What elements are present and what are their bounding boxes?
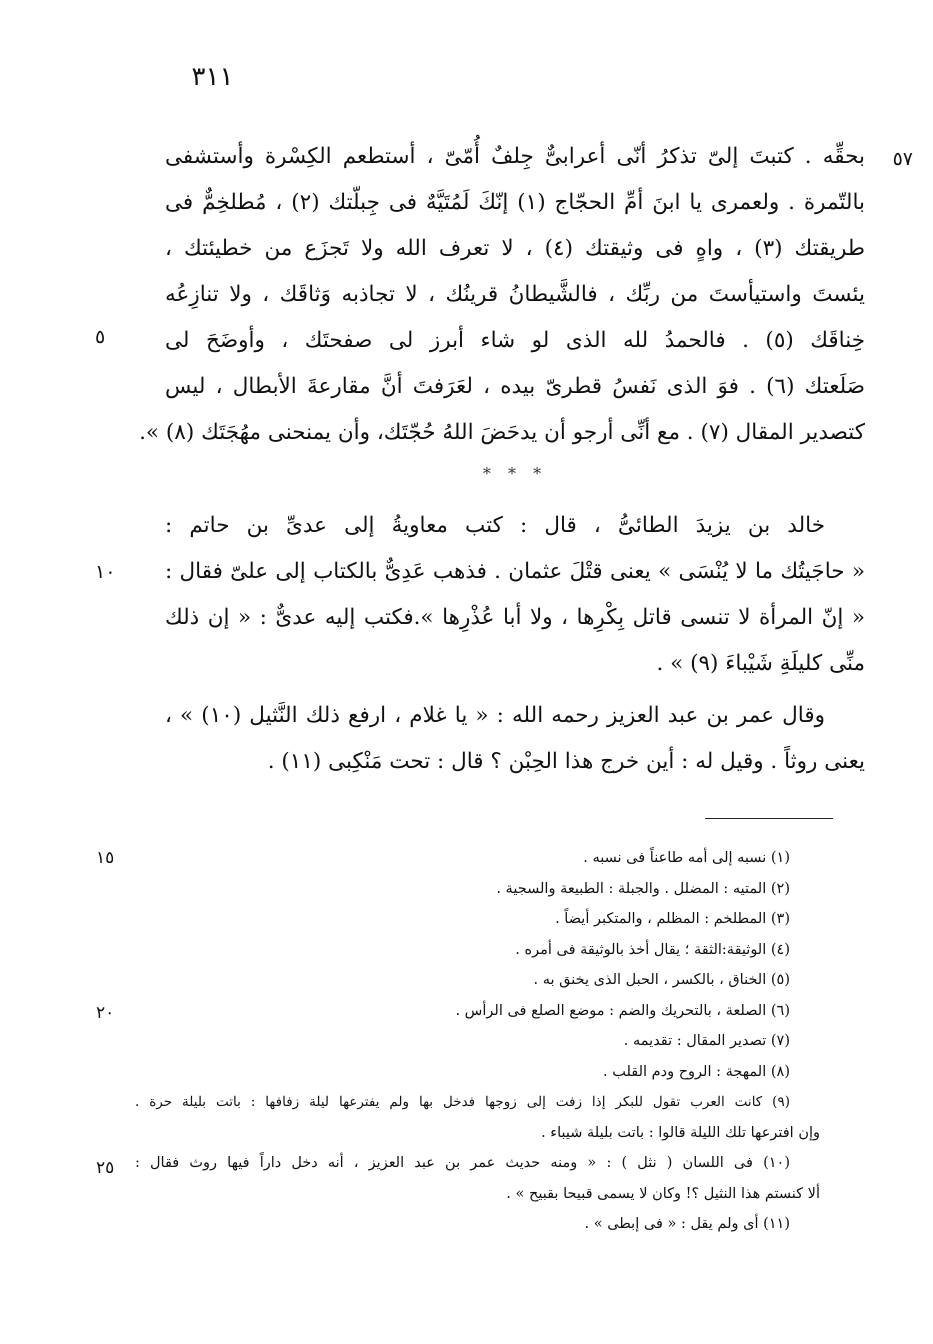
text-line: وقال عمر بن عبد العزيز رحمه الله : « يا غلام ، ارفع ذلك النَّثيل (١٠) » ،: [165, 703, 825, 728]
footnote-5: (٥) الخناق ، بالكسر ، الحبل الذى يخنق به .: [533, 972, 790, 988]
footnote-7: (٧) تصدير المقال : تقديمه .: [623, 1033, 790, 1049]
text-line: كتصدير المقال (٧) . مع أنِّى أرجو أن يدحَضَ اللهُ حُجّتَك، وأن يمنحنى مهُجَتَك (٨) ».: [139, 420, 865, 445]
section-separator: * * *: [482, 464, 548, 483]
text-line: « حاجَيتُك ما لا يُنْسَى » يعنى قتْلَ عثمان . فذهب عَدِىٌّ بالكتاب إلى علىّ فقال :: [165, 559, 865, 584]
line-number-15: ١٥: [96, 848, 115, 868]
paragraph-number: ٥٧: [892, 148, 913, 170]
paragraph-3: [165, 693, 865, 785]
text-line: صَلَعتك (٦) . فوَ الذى نَفسُ قطرىّ بيده ، لعَرَفتَ أنَّ مقارعةَ الأبطال ، ليس: [165, 374, 866, 399]
footnote-10: (١٠) فى اللسان ( نثل ) : « ومنه حديث عمر بن عبد العزيز ، أنه دخل داراً فيها روث فقال :: [135, 1155, 790, 1171]
footnote-10-continued: ألا كنستم هذا النثيل ؟! وكان لا يسمى قبيحا بقبيح » .: [506, 1185, 820, 1202]
footnote-9: (٩) كانت العرب تقول للبكر إذا زفت إلى زوجها فدخل بها ولم يفترعها ليلة زفافها : باتت بليلة حرة .: [135, 1094, 790, 1110]
footnote-2: (٢) المتيه : المضلل . والجبلة : الطبيعة والسجية .: [496, 880, 790, 897]
text-line: منِّى كليلَةِ شَيْباءَ (٩) » .: [656, 651, 865, 676]
paragraph-2: [165, 503, 865, 687]
footnote-6: (٦) الصلعة ، بالتحريك والضم : موضع الصلع فى الرأس .: [455, 1002, 790, 1019]
text-line: خِناقَك (٥) . فالحمدُ لله الذى لو شاء أبرز لى صفحتَك ، وأوضَحَ لى: [165, 328, 865, 353]
text-line: خالد بن يزيدَ الطائىُّ ، قال : كتب معاويةُ إلى عدىِّ بن حاتم :: [165, 513, 825, 538]
paragraph-1: [139, 134, 866, 456]
footnote-9-continued: وإن افترعها تلك الليلة قالوا : باتت بليلة شيباء .: [541, 1124, 820, 1141]
text-line: طريقتك (٣) ، واهٍ فى وثيقتك (٤) ، لا تعرف الله ولا تَجزَع من خطيئتك ،: [165, 236, 865, 261]
text-line: بالتّمرة . ولعمرى يا ابنَ أمِّ الحجّاج (١) إنّكَ لَمُتَيَّهٌ فى جِبلّتك (٢) ، مُطلخِمٌّ فى: [165, 190, 865, 215]
footnote-1: (١) نسبه إلى أمه طاعناً فى نسبه .: [583, 850, 790, 866]
footnotes: [135, 843, 820, 1240]
text-line: يئستَ واستيأستَ من ربِّك ، فالشَّيطانُ قرينُك ، لا تجاذبه وَثاقَك ، ولا تنازِعُه: [165, 282, 865, 307]
line-number-20: ٢٠: [96, 1003, 115, 1023]
text-line: « إنّ المرأة لا تنسى قاتل بِكْرِها ، ولا أبا عُذْرِها ».فكتب إليه عدىٌّ : « إن ذلك: [165, 605, 865, 630]
footnote-4: (٤) الوثيقة:الثقة ؛ يقال أخذ بالوثيقة فى أمره .: [515, 941, 790, 958]
footnote-divider: [705, 818, 833, 819]
footnote-8: (٨) المهجة : الروح ودم القلب .: [603, 1063, 790, 1080]
line-number-5: ٥: [95, 326, 106, 348]
text-line: يعنى روثاً . وقيل له : أين خرج هذا الحِبْن ؟ قال : تحت مَنْكِبى (١١) .: [267, 749, 865, 774]
page-number: ٣١١: [191, 62, 234, 92]
footnote-3: (٣) المطلخم : المظلم ، والمتكبر أيضاً .: [555, 911, 790, 927]
line-number-10: ١٠: [95, 561, 116, 583]
footnote-11: (١١) أى ولم يقل : « فى إبطى » .: [584, 1216, 790, 1232]
text-line: بحقِّه . كتبتَ إلىّ تذكرُ أنّى أعرابىٌّ جِلفٌ أُمّىّ ، أستطعم الكِسْرة وأستشفى: [165, 144, 865, 169]
line-number-25: ٢٥: [96, 1158, 115, 1178]
